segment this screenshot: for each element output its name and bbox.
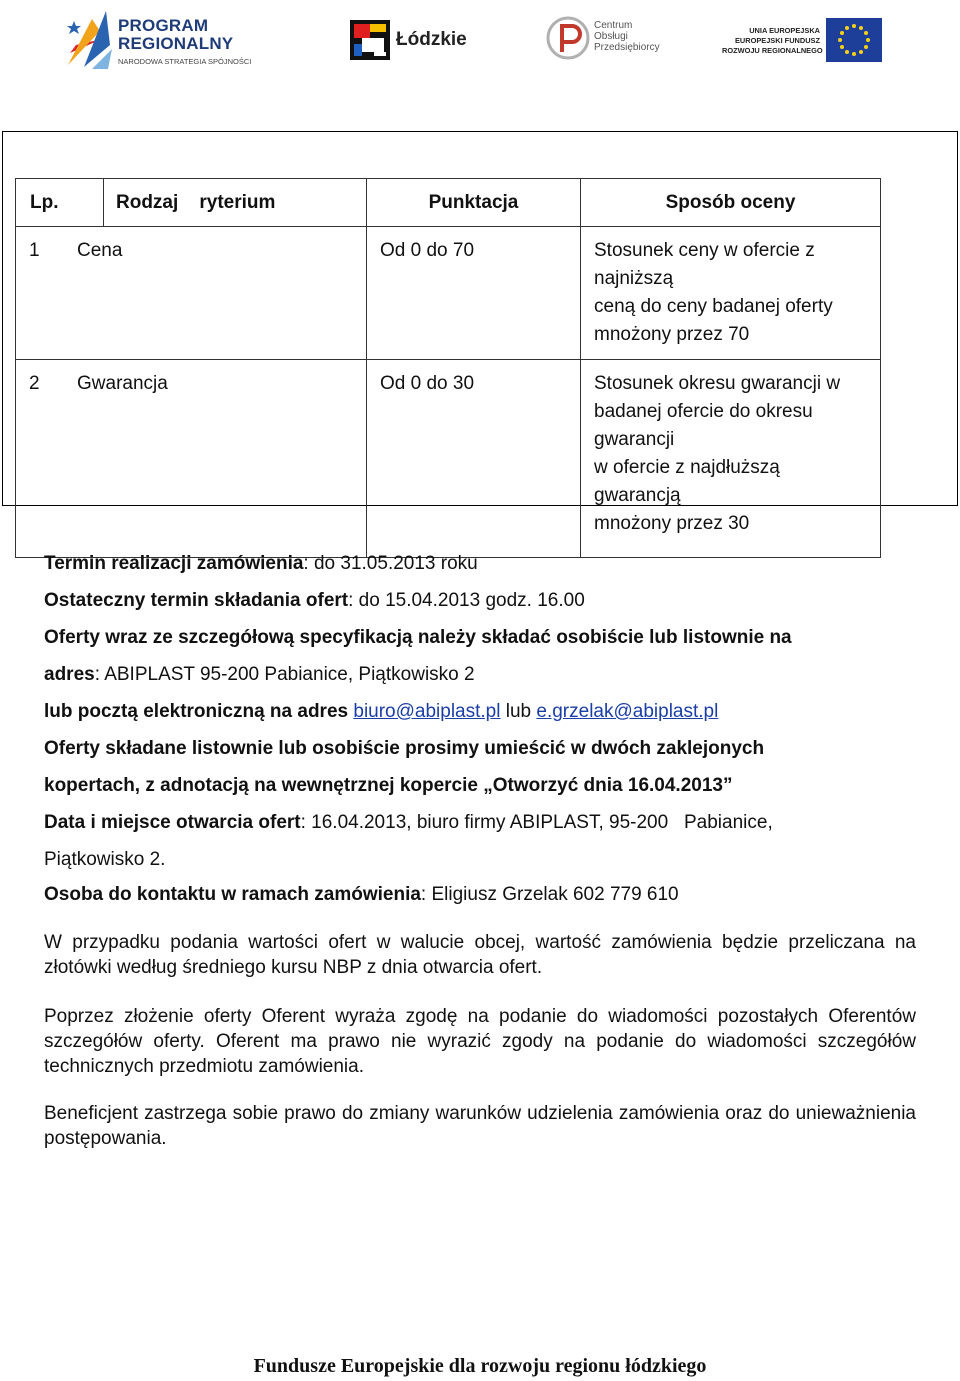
footer-text: Fundusze Europejskie dla rozwoju regionu łódzkiego	[253, 1355, 707, 1377]
centrum-obslugi-wordmark	[594, 20, 660, 53]
row-2-sposob-line-1: Stosunek okresu gwarancji w	[594, 373, 841, 394]
lub-text: lub	[505, 701, 532, 722]
row-2-sposob-line-2: badanej ofercie do okresu gwarancji	[594, 401, 813, 450]
header-lp: Lp.	[16, 179, 104, 227]
centrum-obslugi-logo	[546, 14, 660, 66]
header-rodzaj: Rodzaj ryterium	[104, 179, 367, 227]
row-1-sposob-line-2: ceną do ceny badanej oferty	[594, 296, 833, 317]
termin-value: : do 31.05.2013 roku	[303, 553, 478, 574]
email-grzelak-link[interactable]: e.grzelak@abiplast.pl	[536, 701, 719, 722]
row-2-lp: 2	[29, 373, 40, 394]
program-regionalny-logo	[62, 5, 272, 73]
koperty-line-1: Oferty składane listownie lub osobiście prosimy umieścić w dwóch zaklejonych	[44, 738, 765, 759]
row-2-rodzaj: Gwarancja	[77, 373, 168, 394]
row-2-sposob-line-4: mnożony przez 30	[594, 513, 750, 534]
criteria-table	[15, 178, 881, 558]
ostateczny-label: Ostateczny termin składania ofert	[44, 590, 349, 611]
table-row	[16, 227, 881, 360]
termin-label: Termin realizacji zamówienia	[44, 553, 304, 574]
cop-line-2: Obsługi	[594, 31, 628, 42]
row-1-punktacja-cell	[367, 227, 581, 360]
eu-flag-icon	[826, 18, 882, 62]
kontakt-label: Osoba do kontaktu w ramach zamówienia	[44, 884, 421, 905]
eu-fund-logo	[722, 18, 884, 64]
header-logos	[0, 0, 960, 80]
waluta-paragraph: W przypadku podania wartości ofert w walucie obcej, wartość zamówienia będzie przeliczana na złotówki według średniego kursu NBP z dnia otwarcia ofert.	[44, 932, 916, 978]
row-1-sposob-line-1: Stosunek ceny w ofercie z najniższą	[594, 240, 815, 289]
ostateczny-termin	[44, 590, 585, 612]
row-1-sposob-line-3: mnożony przez 70	[594, 324, 750, 345]
row-1-sposob-cell	[581, 227, 881, 360]
adres-line	[44, 664, 475, 686]
adres-label: adres	[44, 664, 95, 685]
email-line	[44, 701, 718, 723]
criteria-frame	[2, 131, 958, 534]
table-header-row	[16, 179, 881, 227]
lodzkie-emblem-icon	[348, 18, 392, 62]
ue-line-2: EUROPEJSKI FUNDUSZ	[734, 36, 820, 45]
otwarcie-label: Data i miejsce otwarcia ofert	[44, 812, 301, 833]
cop-line-3: Przedsiębiorcy	[594, 42, 660, 53]
oferty-line: Oferty wraz ze szczegółową specyfikacją należy składać osobiście lub listownie na	[44, 627, 792, 648]
zgoda-paragraph: Poprzez złożenie oferty Oferent wyraża zgodę na podanie do wiadomości pozostałych Oferentów szczegółów oferty. Oferent ma prawo nie wyrazić zgody na podanie do wiadomości szczegółów technicznych przedmiotu zamówienia.	[44, 1006, 916, 1077]
row-1-rodzaj: Cena	[77, 240, 123, 261]
ostateczny-value: : do 15.04.2013 godz. 16.00	[348, 590, 585, 611]
termin-realizacji	[44, 553, 478, 575]
header-punktacja: Punktacja	[367, 179, 581, 227]
row-2-punktacja-cell	[367, 360, 581, 558]
eu-fund-wordmark	[722, 26, 823, 56]
regionalny-line: REGIONALNY	[118, 34, 234, 53]
program-regionalny-title	[118, 17, 233, 53]
program-subtitle: NARODOWA STRATEGIA SPÓJNOŚCI	[118, 57, 252, 66]
ue-line-3: ROZWOJU REGIONALNEGO	[722, 46, 823, 55]
table-row	[16, 360, 881, 558]
otwarcie-value: : 16.04.2013, biuro firmy ABIPLAST, 95-200 Pabianice,	[300, 812, 773, 833]
program-line: PROGRAM	[118, 16, 209, 35]
ue-line-1: UNIA EUROPEJSKA	[749, 26, 820, 35]
row-1-punktacja: Od 0 do 70	[380, 240, 475, 261]
row-1-lp: 1	[29, 240, 40, 261]
row-2-sposob-line-3: w ofercie z najdłuższą gwarancją	[594, 457, 780, 506]
centrum-obslugi-emblem-icon	[546, 14, 590, 62]
row-2-punktacja: Od 0 do 30	[380, 373, 475, 394]
row-1-criterion	[16, 227, 367, 360]
kontakt-line	[44, 884, 679, 906]
beneficjent-paragraph: Beneficjent zastrzega sobie prawo do zmiany warunków udzielenia zamówienia oraz do unieważnienia postępowania.	[44, 1103, 916, 1149]
adres-value: : ABIPLAST 95-200 Pabianice, Piątkowisko 2	[94, 664, 475, 685]
poczta-label: lub pocztą elektroniczną na adres	[44, 701, 349, 722]
koperty-line-2: kopertach, z adnotacją na wewnętrznej kopercie „Otworzyć dnia 16.04.2013”	[44, 775, 733, 796]
otwarcie-line-2: Piątkowisko 2.	[44, 849, 166, 870]
program-regionalny-emblem-icon	[62, 5, 114, 71]
kontakt-value: : Eligiusz Grzelak 602 779 610	[420, 884, 679, 905]
lodzkie-logo	[348, 18, 468, 64]
header-sposob: Sposób oceny	[581, 179, 881, 227]
otwarcie-line	[44, 812, 773, 834]
row-2-sposob-cell	[581, 360, 881, 558]
cop-line-1: Centrum	[594, 20, 633, 31]
row-2-criterion	[16, 360, 367, 558]
email-biuro-link[interactable]: biuro@abiplast.pl	[353, 701, 501, 722]
lodzkie-wordmark: Łódzkie	[396, 29, 467, 50]
